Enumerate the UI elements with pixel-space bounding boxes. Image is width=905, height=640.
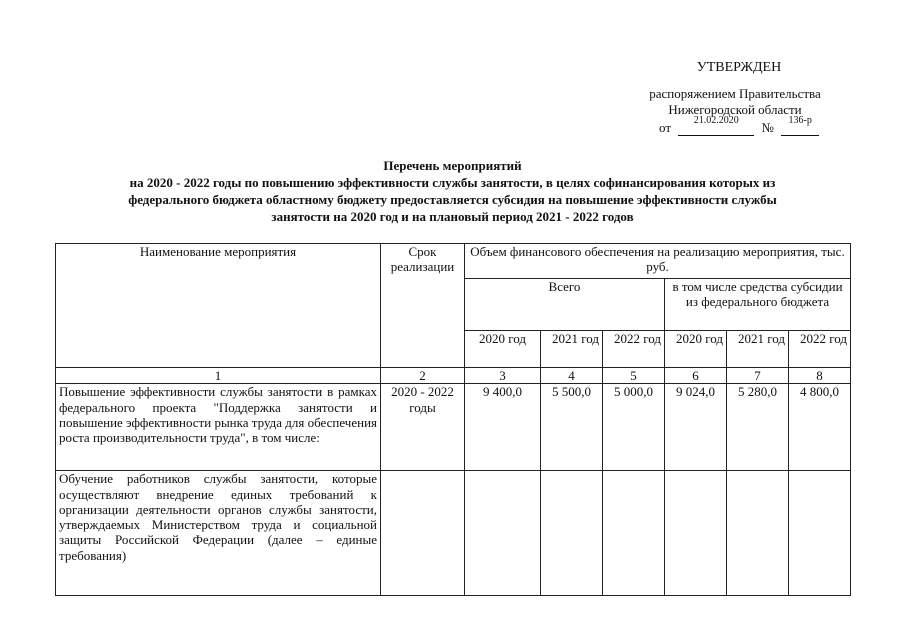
approval-date: 21.02.2020 xyxy=(693,115,739,126)
column-number: 7 xyxy=(727,368,789,384)
row-value: 5 500,0 xyxy=(541,384,603,471)
number-underline xyxy=(781,115,819,136)
number-label: № xyxy=(761,120,774,135)
table-row xyxy=(56,471,851,596)
column-number: 4 xyxy=(541,368,603,384)
column-number: 3 xyxy=(465,368,541,384)
row-value xyxy=(541,471,603,596)
row-value: 5 280,0 xyxy=(727,384,789,471)
row-term: 2020 - 2022 годы xyxy=(381,384,465,471)
header-year-total-2022: 2022 год xyxy=(603,331,665,368)
header-total: Всего xyxy=(465,279,665,331)
column-number: 8 xyxy=(789,368,851,384)
header-name: Наименование мероприятия xyxy=(56,244,381,368)
row-value: 9 400,0 xyxy=(465,384,541,471)
row-measure-name: Обучение работников службы занятости, которые осуществляют внедрение единых требований к организации деятельности органов службы занятости, утверждаемых Министерством труда и социальной защиты Российской Федерации (далее – единые требования) xyxy=(56,471,381,596)
header-year-subsidy-2021: 2021 год xyxy=(727,331,789,368)
row-term xyxy=(381,471,465,596)
header-year-subsidy-2022: 2022 год xyxy=(789,331,851,368)
approval-line-1: распоряжением Правительства xyxy=(649,86,821,101)
row-measure-name: Повышение эффективности службы занятости в рамках федерального проекта "Поддержка занятости и повышение эффективности рынка труда для обеспечения роста производительности труда", в том числе: xyxy=(56,384,381,471)
title-line-3: федерального бюджета областному бюджету предоставляется субсидия на повышение эффективности службы xyxy=(128,192,777,207)
title-line-2: на 2020 - 2022 годы по повышению эффективности службы занятости, в целях софинансирования которых из xyxy=(129,175,776,190)
approval-line-2: Нижегородской области xyxy=(668,102,802,117)
header-term: Срок реализации xyxy=(381,244,465,368)
header-subsidy: в том числе средства субсидии из федерального бюджета xyxy=(665,279,851,331)
header-year-total-2020: 2020 год xyxy=(465,331,541,368)
header-year-total-2021: 2021 год xyxy=(541,331,603,368)
measures-table xyxy=(55,243,851,596)
row-value xyxy=(727,471,789,596)
row-value: 9 024,0 xyxy=(665,384,727,471)
title-line-4: занятости на 2020 год и на плановый период 2021 - 2022 годов xyxy=(271,209,634,224)
row-value xyxy=(603,471,665,596)
row-value: 5 000,0 xyxy=(603,384,665,471)
column-number: 2 xyxy=(381,368,465,384)
approval-signature-line xyxy=(659,115,819,136)
column-number: 1 xyxy=(56,368,381,384)
title-line-1: Перечень мероприятий xyxy=(383,158,522,173)
document-title xyxy=(40,157,865,225)
approval-title: УТВЕРЖДЕН xyxy=(696,60,782,75)
row-value xyxy=(665,471,727,596)
approval-block xyxy=(600,60,870,118)
row-value xyxy=(465,471,541,596)
row-value xyxy=(789,471,851,596)
date-underline xyxy=(678,115,754,136)
column-number: 5 xyxy=(603,368,665,384)
table-row xyxy=(56,384,851,471)
approval-number: 136-р xyxy=(788,115,812,126)
row-value: 4 800,0 xyxy=(789,384,851,471)
column-number: 6 xyxy=(665,368,727,384)
from-label: от xyxy=(659,120,672,135)
header-volume: Объем финансового обеспечения на реализацию мероприятия, тыс. руб. xyxy=(465,244,851,279)
header-year-subsidy-2020: 2020 год xyxy=(665,331,727,368)
